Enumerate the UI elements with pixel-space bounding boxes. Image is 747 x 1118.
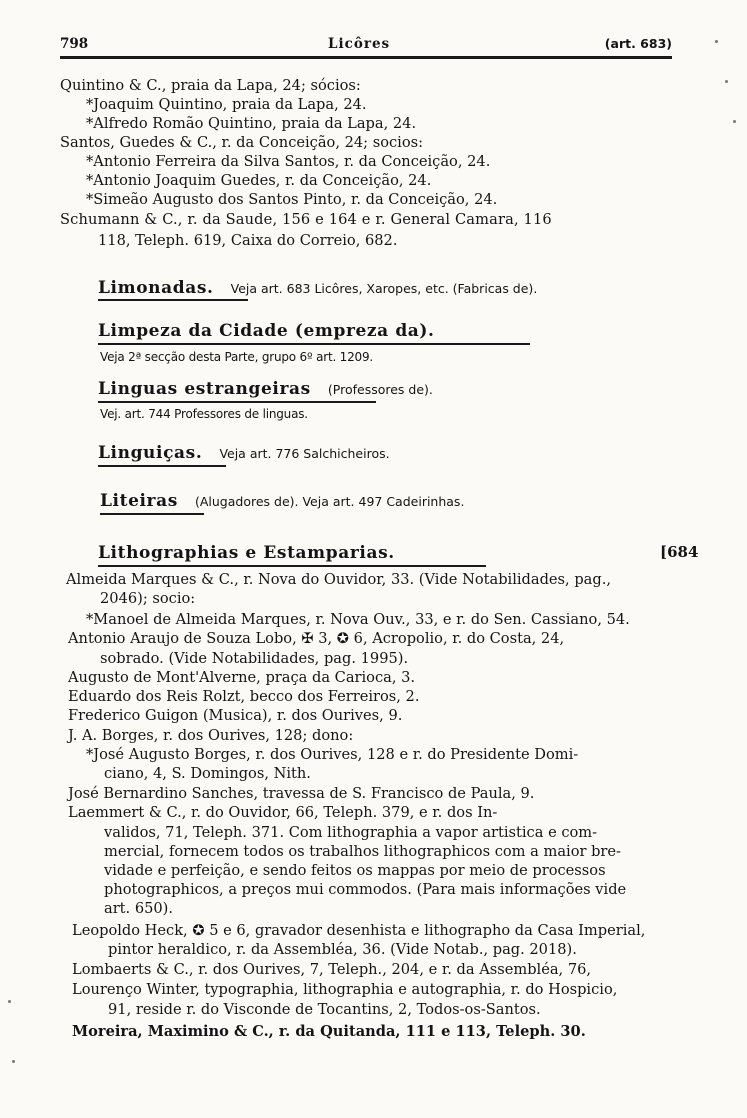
cross-reference: (Alugadores de). Veja art. 497 Cadeirinhas.: [194, 494, 465, 509]
heading-rule: [98, 565, 486, 567]
list-item: *Manoel de Almeida Marques, r. Nova Ouv., 33, e r. do Sen. Cassiano, 54.: [86, 611, 630, 628]
list-item: ciano, 4, S. Domingos, Nith.: [104, 765, 311, 782]
section-limpeza: [98, 320, 435, 342]
section-title: Lithographias e Estamparias.: [98, 543, 395, 563]
list-item: Augusto de Mont'Alverne, praça da Carioca, 3.: [68, 669, 416, 686]
page-title: Licôres: [328, 36, 391, 52]
article-number: [684: [660, 543, 699, 561]
cross-reference: Veja art. 683 Licôres, Xaropes, etc. (Fabricas de).: [230, 281, 538, 296]
section-title: Linguas estrangeiras: [98, 379, 311, 399]
list-item: Eduardo dos Reis Rolzt, becco dos Ferreiros, 2.: [68, 688, 420, 705]
list-item: vidade e perfeição, e sendo feitos os mappas por meio de processos: [104, 862, 606, 879]
list-item: Leopoldo Heck, ✪ 5 e 6, gravador desenhista e lithographo da Casa Imperial,: [72, 922, 646, 939]
page-number: 798: [60, 36, 89, 52]
heading-rule: [98, 299, 248, 301]
section-title: Linguiças.: [98, 443, 203, 463]
list-item: *Joaquim Quintino, praia da Lapa, 24.: [86, 96, 367, 113]
heading-rule: [98, 401, 376, 403]
list-item: *Antonio Ferreira da Silva Santos, r. da Conceição, 24.: [86, 153, 491, 170]
list-item: Almeida Marques & C., r. Nova do Ouvidor, 33. (Vide Notabilidades, pag.,: [66, 571, 611, 588]
scan-speck: [715, 40, 718, 43]
list-item: 91, reside r. do Visconde de Tocantins, 2, Todos-os-Santos.: [108, 1001, 541, 1018]
section-aside: (Professores de).: [327, 382, 433, 397]
heading-rule: [98, 465, 226, 467]
list-item: *Antonio Joaquim Guedes, r. da Conceição, 24.: [86, 172, 432, 189]
scan-speck: [733, 120, 736, 123]
list-item: Laemmert & C., r. do Ouvidor, 66, Teleph. 379, e r. dos In-: [68, 804, 498, 821]
list-item: *José Augusto Borges, r. dos Ourives, 128 e r. do Presidente Domi-: [86, 746, 579, 763]
section-linguicas: [98, 442, 390, 465]
running-header: [60, 36, 672, 56]
list-item: art. 650).: [104, 900, 174, 917]
list-item: *Simeão Augusto dos Santos Pinto, r. da Conceição, 24.: [86, 191, 498, 208]
heading-rule: [100, 513, 204, 515]
scan-speck: [12, 1060, 15, 1063]
article-reference: (art. 683): [604, 36, 672, 51]
header-rule: [60, 56, 672, 59]
list-item: pintor heraldico, r. da Assembléa, 36. (Vide Notab., pag. 2018).: [108, 941, 577, 958]
section-title: Liteiras: [100, 491, 178, 511]
list-item: Lombaerts & C., r. dos Ourives, 7, Teleph., 204, e r. da Assembléa, 76,: [72, 961, 592, 978]
list-item: Frederico Guigon (Musica), r. dos Ourives, 9.: [68, 707, 403, 724]
section-title: Limpeza da Cidade (empreza da).: [98, 321, 435, 341]
list-item: *Alfredo Romão Quintino, praia da Lapa, 24.: [86, 115, 417, 132]
heading-rule: [98, 343, 530, 345]
list-item: mercial, fornecem todos os trabalhos lithographicos com a maior bre-: [104, 843, 621, 860]
list-item: Santos, Guedes & C., r. da Conceição, 24; socios:: [60, 134, 424, 151]
list-item: J. A. Borges, r. dos Ourives, 128; dono:: [68, 727, 354, 744]
section-limonadas: [98, 277, 537, 300]
list-item: Schumann & C., r. da Saude, 156 e 164 e r. General Camara, 116: [60, 211, 552, 228]
list-item: Antonio Araujo de Souza Lobo, ✠ 3, ✪ 6, Acropolio, r. do Costa, 24,: [68, 630, 565, 647]
list-item: 118, Teleph. 619, Caixa do Correio, 682.: [98, 232, 398, 249]
cross-reference: Veja 2ª secção desta Parte, grupo 6º art. 1209.: [100, 350, 374, 364]
list-item: 2046); socio:: [100, 590, 196, 607]
list-item: José Bernardino Sanches, travessa de S. Francisco de Paula, 9.: [68, 785, 535, 802]
scan-speck: [725, 80, 728, 83]
section-linguas: [98, 378, 433, 401]
list-item: validos, 71, Teleph. 371. Com lithographia a vapor artistica e com-: [104, 824, 598, 841]
section-liteiras: [100, 490, 464, 513]
scan-speck: [8, 1000, 11, 1003]
cross-reference: Vej. art. 744 Professores de linguas.: [100, 407, 308, 421]
section-title: Limonadas.: [98, 278, 214, 298]
list-item: Quintino & C., praia da Lapa, 24; sócios:: [60, 77, 361, 94]
list-item: Moreira, Maximino & C., r. da Quitanda, 111 e 113, Teleph. 30.: [72, 1023, 586, 1040]
list-item: Lourenço Winter, typographia, lithographia e autographia, r. do Hospicio,: [72, 981, 618, 998]
list-item: photographicos, a preços mui commodos. (Para mais informações vide: [104, 881, 627, 898]
cross-reference: Veja art. 776 Salchicheiros.: [219, 446, 390, 461]
list-item: sobrado. (Vide Notabilidades, pag. 1995).: [100, 650, 409, 667]
section-lithographias: [98, 542, 395, 564]
